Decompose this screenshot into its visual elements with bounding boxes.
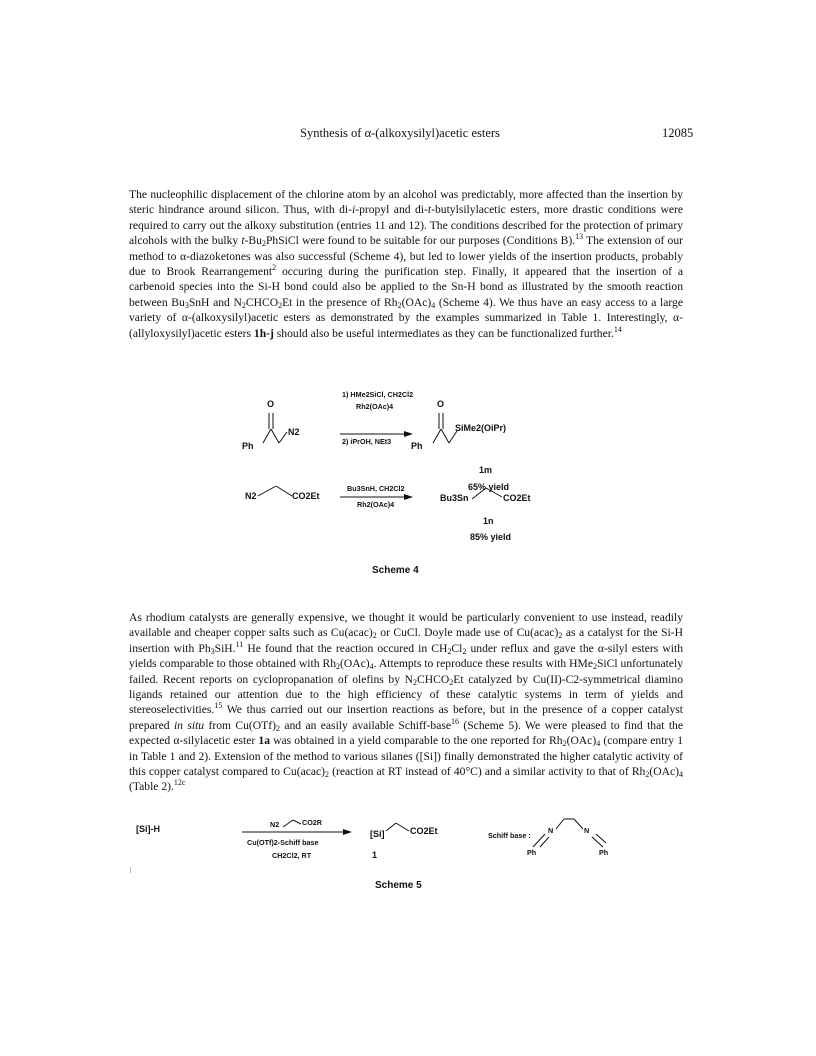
scheme-5-product-id: 1	[372, 850, 378, 860]
text: SiCl unfortunately failed. Recent reports on cyclopropanation of olefins by N	[129, 657, 683, 686]
subscript: 2	[592, 662, 597, 672]
scheme-5-start: [Si]-H	[136, 824, 160, 834]
subscript: 4	[596, 739, 601, 749]
reference-2: 2	[272, 263, 277, 273]
r1-condition-2: Rh2(OAc)4	[356, 402, 394, 411]
r1-product-phenyl: Ph	[411, 441, 423, 451]
r1-start-diazo: N2	[288, 427, 300, 437]
page-number: 12085	[662, 126, 694, 140]
text: (OAc)	[566, 734, 597, 748]
reference-12c: 12c	[173, 778, 186, 788]
text: from Cu(OTf)	[204, 718, 276, 732]
scheme-4-bonds	[0, 385, 816, 585]
scheme-5-caption: Scheme 5	[375, 880, 422, 891]
subscript: 4	[678, 770, 683, 780]
subscript: 3	[210, 646, 215, 656]
schiff-base-label: Schiff base :	[488, 831, 531, 840]
subscript: 2	[278, 300, 283, 310]
r1-product-oxygen: O	[437, 399, 445, 409]
text: (OAc)	[340, 657, 370, 671]
subscript: 2	[413, 677, 418, 687]
text: should also be useful intermediates as they can be functionalized further.	[273, 326, 614, 340]
italic-text: in situ	[173, 718, 205, 732]
reference-16: 16	[451, 716, 459, 726]
r2-condition-1: Bu3SnH, CH2Cl2	[347, 484, 405, 493]
text: He found that the reaction occured in CH	[243, 641, 448, 655]
subscript: 2	[447, 646, 452, 656]
schiff-base-nitrogen-2: N	[584, 826, 590, 835]
text: SnH and N	[188, 295, 242, 309]
scan-margin-mark	[130, 867, 131, 873]
text: -propyl and di-	[355, 203, 428, 217]
text: (reaction at RT instead of 40°C) and a similar activity to that of Rh	[329, 765, 646, 779]
text: and an easily available Schiff-base	[279, 718, 451, 732]
paragraph-1	[129, 187, 683, 341]
bold-compound: 1h-j	[253, 326, 274, 340]
bold-compound: 1a	[258, 734, 271, 748]
subscript: 2	[562, 739, 567, 749]
italic-text: t	[241, 234, 245, 248]
r2-start-diazo: N2	[245, 491, 257, 501]
running-header	[300, 126, 700, 141]
text: Et in the presence of Rh	[282, 295, 398, 309]
text: PhSiCl were found to be suitable for our purposes (Conditions B).	[265, 234, 576, 248]
subscript: 2	[558, 631, 563, 641]
running-title: Synthesis of α-(alkoxysilyl)acetic esters	[300, 126, 500, 140]
scheme-4-caption: Scheme 4	[372, 565, 419, 576]
scheme-5-reagent-ester: CO2R	[302, 818, 322, 827]
text: as a catalyst for the Si-H insertion with Ph	[129, 626, 683, 655]
text: (OAc)	[401, 295, 432, 309]
r2-product-stannyl: Bu3Sn	[440, 493, 469, 503]
text: was obtained in a yield comparable to the one reported for Rh	[270, 734, 563, 748]
schiff-base-nitrogen-1: N	[548, 826, 554, 835]
text: As rhodium catalysts are generally expensive, we thought it would be particularly convenient to use instead, readily available and cheaper copper salts such as Cu(acac)	[129, 611, 683, 640]
subscript: 2	[275, 723, 280, 733]
text: CHCO	[245, 295, 279, 309]
text: occuring during the purification step. Finally, it appeared that the insertion of a carbenoid species into the Si-H bond could also be applied to the Sn-H bond as illustrated by the smooth reaction between Bu	[129, 265, 683, 309]
r1-product-silyl: SiMe2(OiPr)	[455, 423, 507, 433]
text: (compare entry 1 in Table 1 and 2). Extension of the method to various silanes ([Si]) finally demonstrated the higher catalytic activity of this copper catalyst compared to Cu(acac)	[129, 734, 683, 779]
subscript: 2	[261, 239, 266, 249]
r2-product-ester: CO2Et	[503, 493, 531, 503]
text: -butylsilylacetic esters, more drastic conditions were required to carry out the alkoxy substitution (entries 11 and 12). The conditions described for the protection of primary alcohols with the bulky	[129, 203, 683, 248]
subscript: 2	[397, 300, 402, 310]
reference-14: 14	[613, 324, 622, 334]
text: CHCO	[417, 672, 450, 686]
schiff-base-phenyl-1: Ph	[527, 848, 537, 857]
scheme-5-product-silyl: [Si]	[370, 829, 385, 839]
scheme-4	[0, 385, 816, 585]
r1-yield: 65% yield	[468, 482, 510, 492]
scheme-5-condition-1: Cu(OTf)2-Schiff base	[247, 838, 319, 847]
r1-condition-3: 2) iPrOH, NEt3	[342, 437, 392, 446]
reference-11: 11	[235, 639, 244, 649]
r2-product-id: 1n	[483, 516, 494, 526]
text: or CuCl. Doyle made use of Cu(acac)	[376, 626, 559, 640]
subscript: 2	[325, 770, 330, 780]
r1-start-oxygen: O	[267, 399, 275, 409]
scheme-5-product-ester: CO2Et	[410, 826, 438, 836]
r2-start-ester: CO2Et	[292, 491, 320, 501]
r1-condition-1: 1) HMe2SiCl, CH2Cl2	[342, 390, 414, 399]
scheme-5-reagent-diazo: N2	[270, 820, 280, 829]
subscript: 2	[645, 770, 650, 780]
italic-text: i	[351, 203, 356, 217]
text: Cl	[451, 641, 463, 655]
subscript: 2	[462, 646, 467, 656]
subscript: 4	[431, 300, 436, 310]
schiff-base-phenyl-2: Ph	[599, 848, 609, 857]
subscript: 2	[372, 631, 377, 641]
paragraph-2	[129, 610, 683, 795]
subscript: 2	[336, 662, 341, 672]
r2-condition-2: Rh2(OAc)4	[357, 500, 395, 509]
text: under reflux and gave the α-silyl esters with yields comparable to those obtained with Rh	[129, 641, 683, 671]
text: We thus carried out our insertion reactions as before, but in the presence of a copper catalyst prepared	[129, 703, 683, 732]
text: (Table 2).	[129, 780, 174, 794]
reference-15: 15	[214, 701, 223, 711]
scheme-5	[0, 815, 816, 900]
italic-text: t	[427, 203, 432, 217]
subscript: 2	[241, 300, 246, 310]
text: SiH.	[214, 641, 236, 655]
scheme-5-condition-2: CH2Cl2, RT	[272, 851, 312, 860]
text: (Scheme 4). We thus have an easy access to a large variety of α-(alkoxysilyl)acetic esters as demonstrated by the examples summarized in Table 1. Interestingly, α-(allyloxysilyl)acetic esters	[129, 295, 683, 340]
subscript: 2	[449, 677, 454, 687]
text: The extension of our method to α-diazoketones was also successful (Scheme 4), but led to lower yields of the insertion products, probably due to Brook Rearrangement	[129, 234, 683, 279]
subscript: 4	[369, 662, 374, 672]
text: (OAc)	[649, 765, 679, 779]
r1-start-phenyl: Ph	[242, 441, 254, 451]
r1-product-id: 1m	[479, 465, 493, 475]
reference-13: 13	[575, 232, 584, 242]
text: -Bu	[244, 234, 262, 248]
text: The nucleophilic displacement of the chlorine atom by an alcohol was predictably, more affected than the insertion by steric hindrance around silicon. Thus, with di-	[129, 188, 683, 217]
text: Et catalyzed by Cu(II)-C2-symmetrical diamino ligands retained our attention due to the high efficiency of these catalytic systems in term of yields and stereoselectivities.	[129, 672, 683, 717]
text: . Attempts to reproduce these results with HMe	[373, 657, 593, 671]
r2-yield: 85% yield	[470, 532, 512, 542]
text: (Scheme 5). We were pleased to find that the expected α-silylacetic ester	[129, 718, 683, 748]
subscript: 3	[184, 300, 189, 310]
